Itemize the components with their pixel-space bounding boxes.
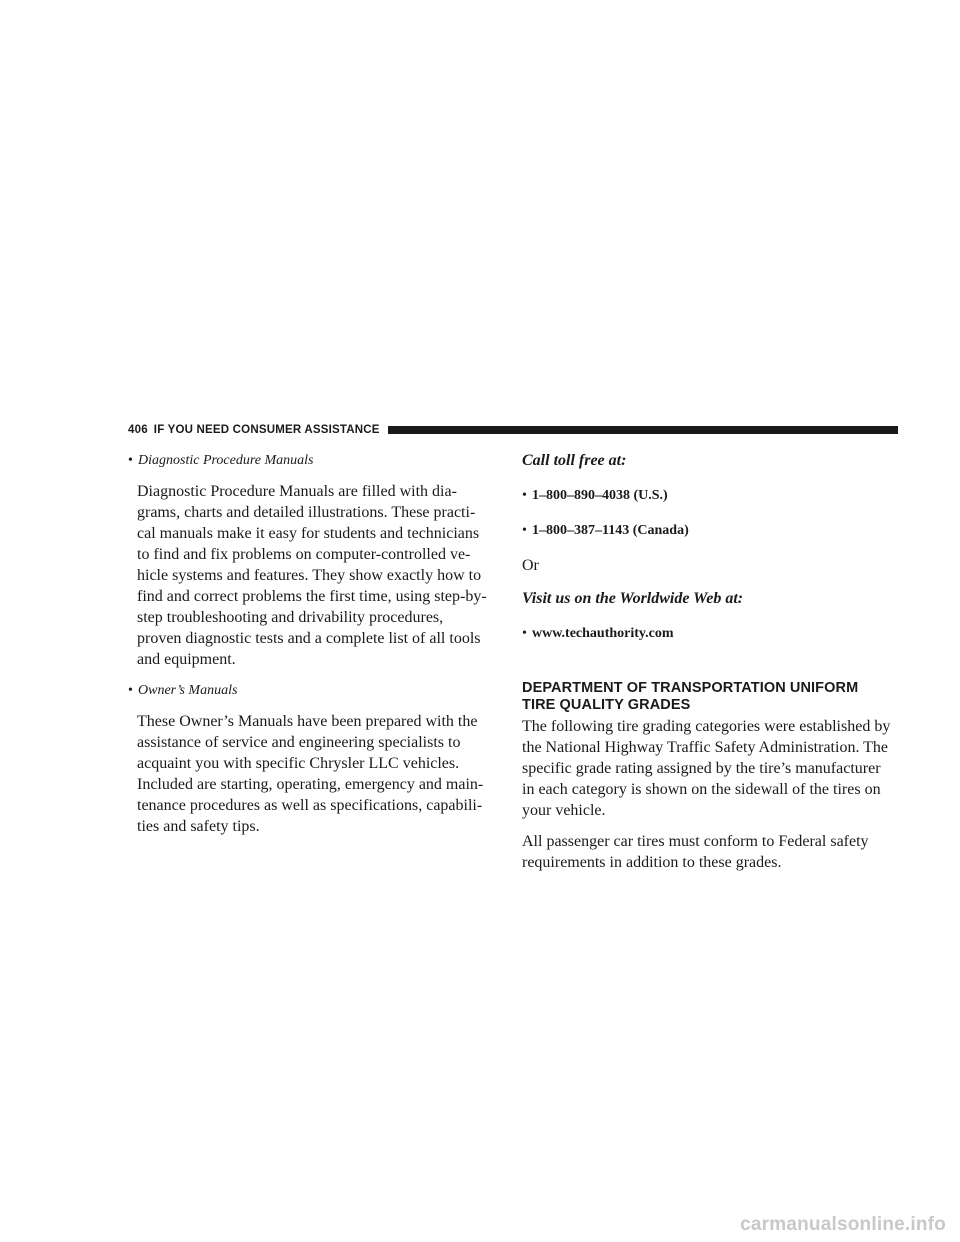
web-heading: Visit us on the Worldwide Web at: [522,590,744,607]
text-line: hicle systems and features. They show exactly how to [137,567,482,584]
bullet-icon: • [522,626,527,641]
heading-line: TIRE QUALITY GRADES [522,697,691,713]
text-line: All passenger car tires must conform to Federal safety [522,833,869,850]
phone-canada [522,520,898,541]
text-line: These Owner’s Manuals have been prepared with the [137,713,478,730]
text-line: cal manuals make it easy for students and technicians [137,525,480,542]
phone-number: 1–800–890–4038 (U.S.) [532,488,668,503]
text-line: specific grade rating assigned by the tire’s manufacturer [522,760,881,777]
bullet-icon: • [128,453,133,468]
page-header [128,422,898,438]
page-number: 406 [128,424,148,436]
watermark: carmanualsonline.info [740,1214,946,1235]
call-heading: Call toll free at: [522,452,627,469]
phone-number: 1–800–387–1143 (Canada) [532,523,689,538]
text-line: requirements in addition to these grades. [522,854,782,871]
text-line: tenance procedures as well as specifications, capabili- [137,797,483,814]
left-column [128,450,496,837]
text-line: in each category is shown on the sidewall of the tires on [522,781,881,798]
bullet-icon: • [128,683,133,698]
item-title: Owner’s Manuals [138,683,238,698]
text-line: Diagnostic Procedure Manuals are filled with dia- [137,483,457,500]
text-line: assistance of service and engineering specialists to [137,734,461,751]
text-line: the National Highway Traffic Safety Administration. The [522,739,889,756]
right-column [522,450,898,873]
or-text: Or [522,557,539,574]
text-line: to find and fix problems on computer-controlled ve- [137,546,471,563]
heading-line: DEPARTMENT OF TRANSPORTATION UNIFORM [522,680,859,696]
tire-grading-paragraph [522,716,898,821]
text-line: and equipment. [137,651,236,668]
bullet-row [128,450,496,471]
phone-us [522,485,898,506]
item-title: Diagnostic Procedure Manuals [138,453,314,468]
item-paragraph [137,481,496,670]
bullet-icon: • [522,523,527,538]
text-line: find and correct problems the first time, using step-by- [137,588,487,605]
text-line: your vehicle. [522,802,606,819]
section-title: IF YOU NEED CONSUMER ASSISTANCE [153,424,380,436]
website-url: www.techauthority.com [532,626,674,641]
item-paragraph [137,711,496,837]
list-item-diagnostic-manuals [128,450,496,670]
website [522,623,898,644]
list-item-owners-manuals [128,680,496,837]
text-line: acquaint you with specific Chrysler LLC vehicles. [137,755,460,772]
text-line: proven diagnostic tests and a complete list of all tools [137,630,481,647]
text-line: step troubleshooting and drivability procedures, [137,609,444,626]
bullet-icon: • [522,488,527,503]
text-line: The following tire grading categories were established by [522,718,891,735]
text-line: ties and safety tips. [137,818,260,835]
section-heading [522,680,898,714]
text-line: grams, charts and detailed illustrations. These practi- [137,504,476,521]
safety-requirements-paragraph [522,831,898,873]
bullet-row [128,680,496,701]
header-rule [388,426,898,434]
text-line: Included are starting, operating, emergency and main- [137,776,484,793]
